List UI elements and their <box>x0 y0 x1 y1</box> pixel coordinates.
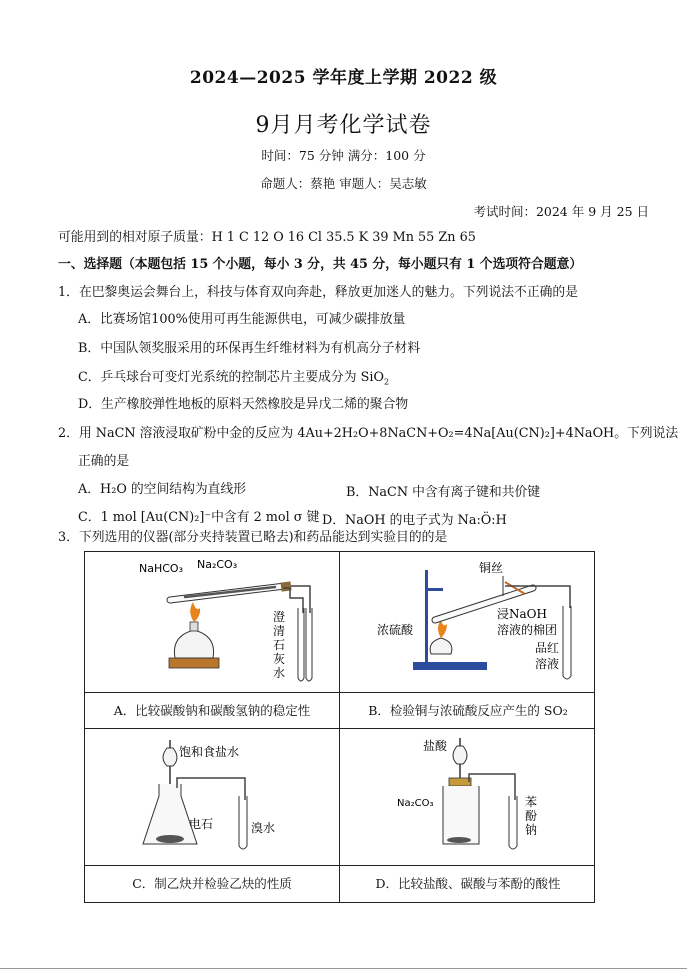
q3-caption-b: B．检验铜与浓硫酸反应产生的 SO₂ <box>368 703 568 718</box>
label-phenoxide-1: 苯 <box>525 795 538 809</box>
apparatus-b-copper-sulfuric <box>375 558 585 688</box>
apparatus-a-heating-tube <box>125 558 325 688</box>
page-bottom-edge <box>0 968 687 969</box>
flame-icon <box>438 620 447 638</box>
test-tube-1 <box>298 608 304 681</box>
q1-option-c <box>78 369 389 392</box>
flame-icon <box>190 602 200 622</box>
section-1-title: 一、选择题（本题包括 15 个小题，每小 3 分，共 45 分，每小题只有 1 个选项符合题意） <box>58 257 583 272</box>
q1-option-b: B．中国队领奖服采用的环保再生纤维材料为有机高分子材料 <box>78 341 421 356</box>
label-limewater-3: 石 <box>273 638 286 652</box>
alcohol-lamp <box>174 630 213 658</box>
q1-option-a: A．比赛场馆100%使用可再生能源供电，可减少碳排放量 <box>78 312 406 327</box>
q1-option-c-text: C．乒乓球台可变灯光系统的控制芯片主要成分为 SiO <box>78 370 384 385</box>
atomic-masses: 可能用到的相对原子质量：H 1 C 12 O 16 Cl 35.5 K 39 Mn 55 Zn 65 <box>58 230 476 245</box>
test-tube <box>563 606 571 679</box>
delivery-tube <box>291 586 310 613</box>
iron-stand-rod <box>425 570 428 664</box>
iron-stand-base <box>413 662 487 670</box>
label-bromine-water: 溴水 <box>251 821 276 835</box>
delivery-tube <box>177 778 245 800</box>
apparatus-d-acidity <box>395 734 585 859</box>
label-limewater-1: 澄 <box>273 610 286 624</box>
sodium-carbonate-solid <box>447 837 471 843</box>
q3-caption-a: A．比较碳酸钠和碳酸氢钠的稳定性 <box>113 703 311 718</box>
label-hcl: 盐酸 <box>423 739 448 753</box>
authors-line: 命题人：蔡艳 审题人：吴志敏 <box>260 176 427 191</box>
q2-option-d: D．NaOH 的电子式为 Na:Ö:H <box>322 513 507 528</box>
label-nahco3: NaHCO₃ <box>139 562 183 575</box>
q1-stem: 1．在巴黎奥运会舞台上，科技与体育双向奔赴，释放更加迷人的魅力。下列说法不正确的是 <box>58 285 579 300</box>
title-line-1: 2024—2025 学年度上学期 2022 级 <box>189 68 498 88</box>
wide-mouth-bottle <box>443 786 479 844</box>
label-brine: 饱和食盐水 <box>179 745 240 759</box>
label-naoh-cotton-1: 浸NaOH <box>497 607 547 621</box>
q1-option-c-sub: 2 <box>383 377 390 387</box>
separatory-funnel <box>163 748 177 766</box>
table-divider-vertical <box>339 552 340 902</box>
stopper <box>449 778 471 786</box>
label-magenta-2: 溶液 <box>535 657 560 671</box>
label-phenoxide-3: 钠 <box>525 823 538 837</box>
q3-caption-d: D．比较盐酸、碳酸与苯酚的酸性 <box>375 876 561 891</box>
apparatus-c-acetylene <box>135 734 315 859</box>
label-calcium-carbide: 电石 <box>189 817 214 831</box>
label-magenta-1: 品红 <box>535 641 560 655</box>
wood-block <box>169 658 219 668</box>
label-phenoxide-2: 酚 <box>525 809 538 823</box>
q2-option-c: C．1 mol [Au(CN)₂]⁻中含有 2 mol σ 键 <box>78 510 320 525</box>
test-tube <box>239 796 247 849</box>
q2-stem-line-2: 正确的是 <box>78 454 130 469</box>
test-tube <box>509 796 517 849</box>
q2-option-b: B．NaCN 中含有离子键和共价键 <box>346 485 541 500</box>
separatory-funnel <box>453 746 467 764</box>
label-conc-h2so4: 浓硫酸 <box>377 623 414 637</box>
page-title: 9月月考化学试卷 <box>255 113 432 138</box>
calcium-carbide <box>156 835 184 843</box>
table-divider-2 <box>85 728 594 729</box>
table-divider-3 <box>85 865 594 866</box>
label-naoh-cotton-2: 溶液的棉团 <box>497 623 558 637</box>
q2-stem-line-1: 2．用 NaCN 溶液浸取矿粉中金的反应为 4Au+2H₂O+8NaCN+O₂=4Na[Au(CN)₂]+4NaOH。下列说法 <box>58 426 679 441</box>
time-score-line: 时间：75 分钟 满分：100 分 <box>261 148 426 163</box>
q2-option-a: A．H₂O 的空间结构为直线形 <box>78 482 247 497</box>
label-na2co3: Na₂CO₃ <box>397 798 434 809</box>
label-na2co3: Na₂CO₃ <box>197 558 238 571</box>
exam-date: 考试时间：2024 年 9 月 25 日 <box>473 204 649 219</box>
label-copper-wire: 铜丝 <box>479 561 504 575</box>
q3-caption-c: C．制乙炔并检验乙炔的性质 <box>132 876 292 891</box>
table-divider-1 <box>85 692 594 693</box>
label-limewater-4: 灰 <box>273 652 286 666</box>
alcohol-lamp <box>430 638 452 654</box>
label-limewater-5: 水 <box>273 666 286 680</box>
q3-stem: 3．下列选用的仪器(部分夹持装置已略去)和药品能达到实验目的的是 <box>58 530 448 545</box>
q1-option-d: D．生产橡胶弹性地板的原料天然橡胶是异戊二烯的聚合物 <box>78 397 409 412</box>
label-limewater-2: 清 <box>273 624 286 638</box>
q3-apparatus-table <box>84 551 595 903</box>
test-tube-2 <box>306 608 312 681</box>
